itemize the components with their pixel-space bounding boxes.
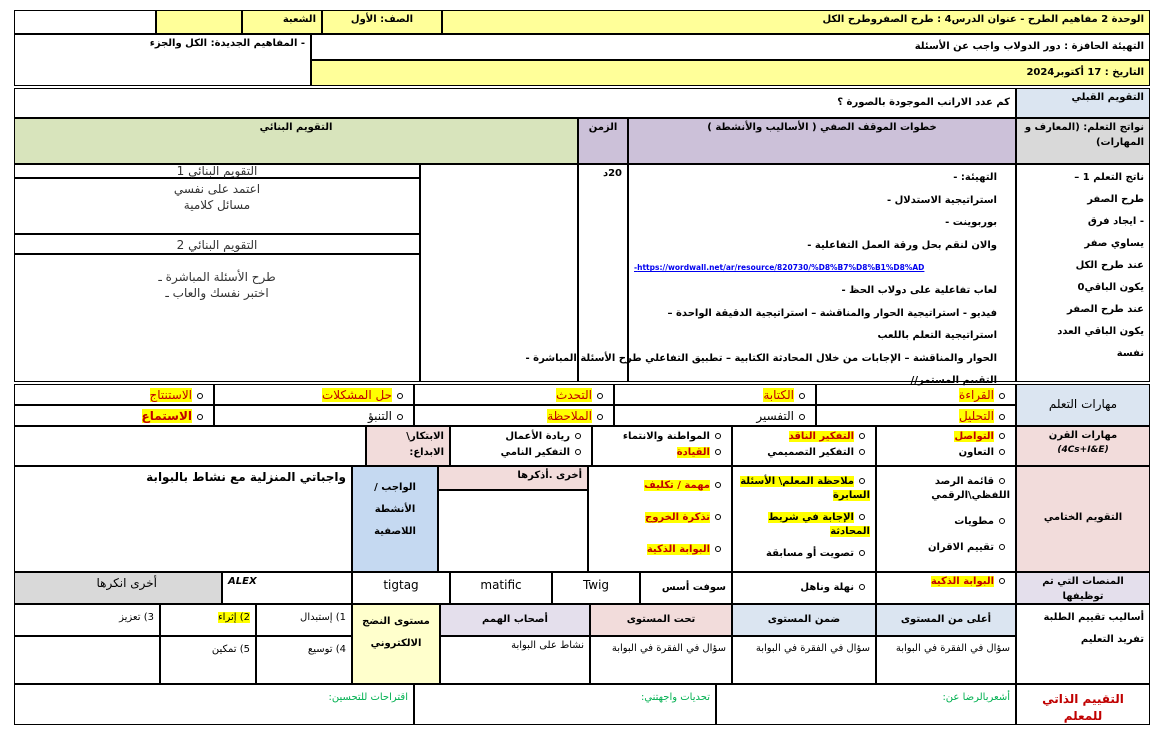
platform-smart-gate[interactable]: البوابة الذكية [876, 572, 1016, 604]
level-above-value: سؤال في الفقرة في البوابة [876, 636, 1016, 684]
c21-label: مهارات القرن (4Cs+I&E) [1016, 426, 1150, 466]
differentiation-label: أساليب تقييم الطلبة تفريد التعليم [1016, 604, 1150, 684]
elearn-replacement: 1) إستبدال [256, 604, 352, 636]
grade-label: الصف: الأول [322, 10, 442, 34]
formative2-title: التقويم البنائي 2 [14, 234, 420, 254]
c21-innovation-value [14, 426, 366, 466]
time-header: الزمن [578, 118, 628, 164]
unit-lesson-title: الوحدة 2 مفاهيم الطرح - عنوان الدرس4 : طرح الصفروطرح الكل [442, 10, 1150, 34]
formative-spacer [420, 164, 578, 382]
homework-label: الواجب / الأنشطة اللاصفية [352, 466, 438, 572]
level-below: تحت المستوى [590, 604, 732, 636]
platforms-other: أخرى انكرها [14, 572, 222, 604]
formative1-title: التقويم البنائي 1 [14, 164, 420, 178]
skill-analysis[interactable]: التحليل [816, 405, 1016, 426]
lesson-date: التاريخ : 17 أكتوبر2024 [311, 60, 1150, 86]
self-eval-satisfied: أشعربالرضا عن: [716, 684, 1016, 725]
platform-alex[interactable]: ALEX [222, 572, 352, 604]
formative2-body: طرح الأسئلة المباشرة ـ اختبر نفسك والعاب ـ [14, 254, 420, 382]
section-value [156, 10, 242, 34]
skill-interpretation[interactable]: التفسير [614, 405, 816, 426]
level-special-needs: أصحاب الهمم [440, 604, 590, 636]
skill-problem-solving[interactable]: حل المشكلات [214, 384, 414, 405]
skill-observation[interactable]: الملاحظة [414, 405, 614, 426]
elearn-label: مستوى النضج الالكتروني [352, 604, 440, 684]
level-within: ضمن المستوى [732, 604, 876, 636]
level-special-needs-value: نشاط على البوابة [440, 636, 590, 684]
skill-deduction[interactable]: الاستنتاج [14, 384, 214, 405]
skill-prediction[interactable]: التنبؤ [214, 405, 414, 426]
section-label: الشعبة [242, 10, 322, 34]
platform-softasas[interactable]: سوفت أسس [640, 572, 732, 604]
summative-col1: قائمة الرصد اللفظي\الرقمي مطويات تقييم الاقران [876, 466, 1016, 572]
summative-label: التقويم الختامي [1016, 466, 1150, 572]
formative-header: التقويم البنائي [14, 118, 578, 164]
level-below-value: سؤال في الفقرة في البوابة [590, 636, 732, 684]
level-within-value: سؤال في الفقرة في البوابة [732, 636, 876, 684]
elearn-enrichment: 2) إثراء [160, 604, 256, 636]
elearn-expand: 4) توسيع [256, 636, 352, 684]
steps-body: التهيئة: - استراتيجية الاستدلال - بوربوينت - والان لنقم بحل ورقة العمل التفاعلية - https://wordwall.net/ar/resource/820730/%D8%B7%D8%B1%D8%AD- لعاب تفاعلية على دولاب الحظ - فيديو - استراتيجية الحوار والمناقشة – استراتيجية الدقيقة الواحدة – استراتيجية التعلم باللعب الحوار والمناقشة – الإجابات من خلال المحادثة الكتابية – تطبيق التفاعلي طرح الأسئلة المباشرة - التقييم المستمر// [628, 164, 1016, 382]
blank-header-cell [14, 10, 156, 34]
pre-assessment-question: كم عدد الارانب الموجودة بالصورة ؟ [14, 88, 1016, 118]
pre-assessment-label: التقويم القبلي [1016, 88, 1150, 118]
level-above: أعلى من المستوى [876, 604, 1016, 636]
c21-col3: المواطنة والانتماء القيادة [592, 426, 732, 466]
warmup: التهيئة الحافزة : دور الدولاب واجب عن الأسئلة [311, 34, 1150, 60]
formative1-body: اعتمد على نفسي مسائل كلامية [14, 178, 420, 234]
skill-reading[interactable]: القراءة [816, 384, 1016, 405]
skill-writing[interactable]: الكتابة [614, 384, 816, 405]
steps-header: خطوات الموقف الصفي ( الأساليب والأنشطة ) [628, 118, 1016, 164]
summative-other-value [438, 490, 588, 572]
outcomes-body: ناتج التعلم 1 – طرح الصفر - ايجاد فرق يساوي صفر عند طرح الكل يكون الباقي0 عند طرح الصفر يكون الباقي العدد نفسة [1016, 164, 1150, 382]
skills-label: مهارات التعلم [1016, 384, 1150, 426]
elearn-reinforce: 3) تعزيز [14, 604, 160, 636]
c21-innovation: الابتكار\ الابداع: [366, 426, 450, 466]
lesson-plan-sheet [14, 10, 1150, 725]
platform-twig[interactable]: Twig [552, 572, 640, 604]
skill-listening[interactable]: الاستماع [14, 405, 214, 426]
self-eval-challenges: تحديات واجهتني: [414, 684, 716, 725]
elearn-empower: 5) تمكين [160, 636, 256, 684]
elearn-blank [14, 636, 160, 684]
platforms-label: المنصات التي تم توظيفها [1016, 572, 1150, 604]
platform-nahla[interactable]: نهلة وناهل [732, 572, 876, 604]
platform-tigtag[interactable]: tigtag [352, 572, 450, 604]
new-concepts: - المفاهيم الجديدة: الكل والجزء [14, 34, 311, 86]
c21-col4: ريادة الأعمال التفكير النامي [450, 426, 592, 466]
c21-col2: التفكير الناقد التفكير التصميمي [732, 426, 876, 466]
summative-col3: مهمة / تكليف تذكرة الخروج البوابة الذكية [588, 466, 732, 572]
platform-matific[interactable]: matific [450, 572, 552, 604]
self-eval-label: التقييم الذاتي للمعلم [1016, 684, 1150, 725]
summative-col2: ملاحظة المعلم\ الأسئلة السابرة الإجابة في شريط المحادثة تصويت أو مسابقة [732, 466, 876, 572]
c21-col1: التواصل التعاون [876, 426, 1016, 466]
summative-other-label: أخرى .أذكرها [438, 466, 588, 490]
homework-text: واجباتي المنزلية مع نشاط بالبوابة [14, 466, 352, 572]
outcomes-header: نواتج التعلم: (المعارف و المهارات) [1016, 118, 1150, 164]
time-value: 20د [578, 164, 628, 382]
self-eval-suggestions: اقتراحات للتحسين: [14, 684, 414, 725]
wordwall-link[interactable]: https://wordwall.net/ar/resource/820730/%D8%B7%D8%B1%D8%AD- [634, 263, 925, 273]
skill-speaking[interactable]: التحدث [414, 384, 614, 405]
